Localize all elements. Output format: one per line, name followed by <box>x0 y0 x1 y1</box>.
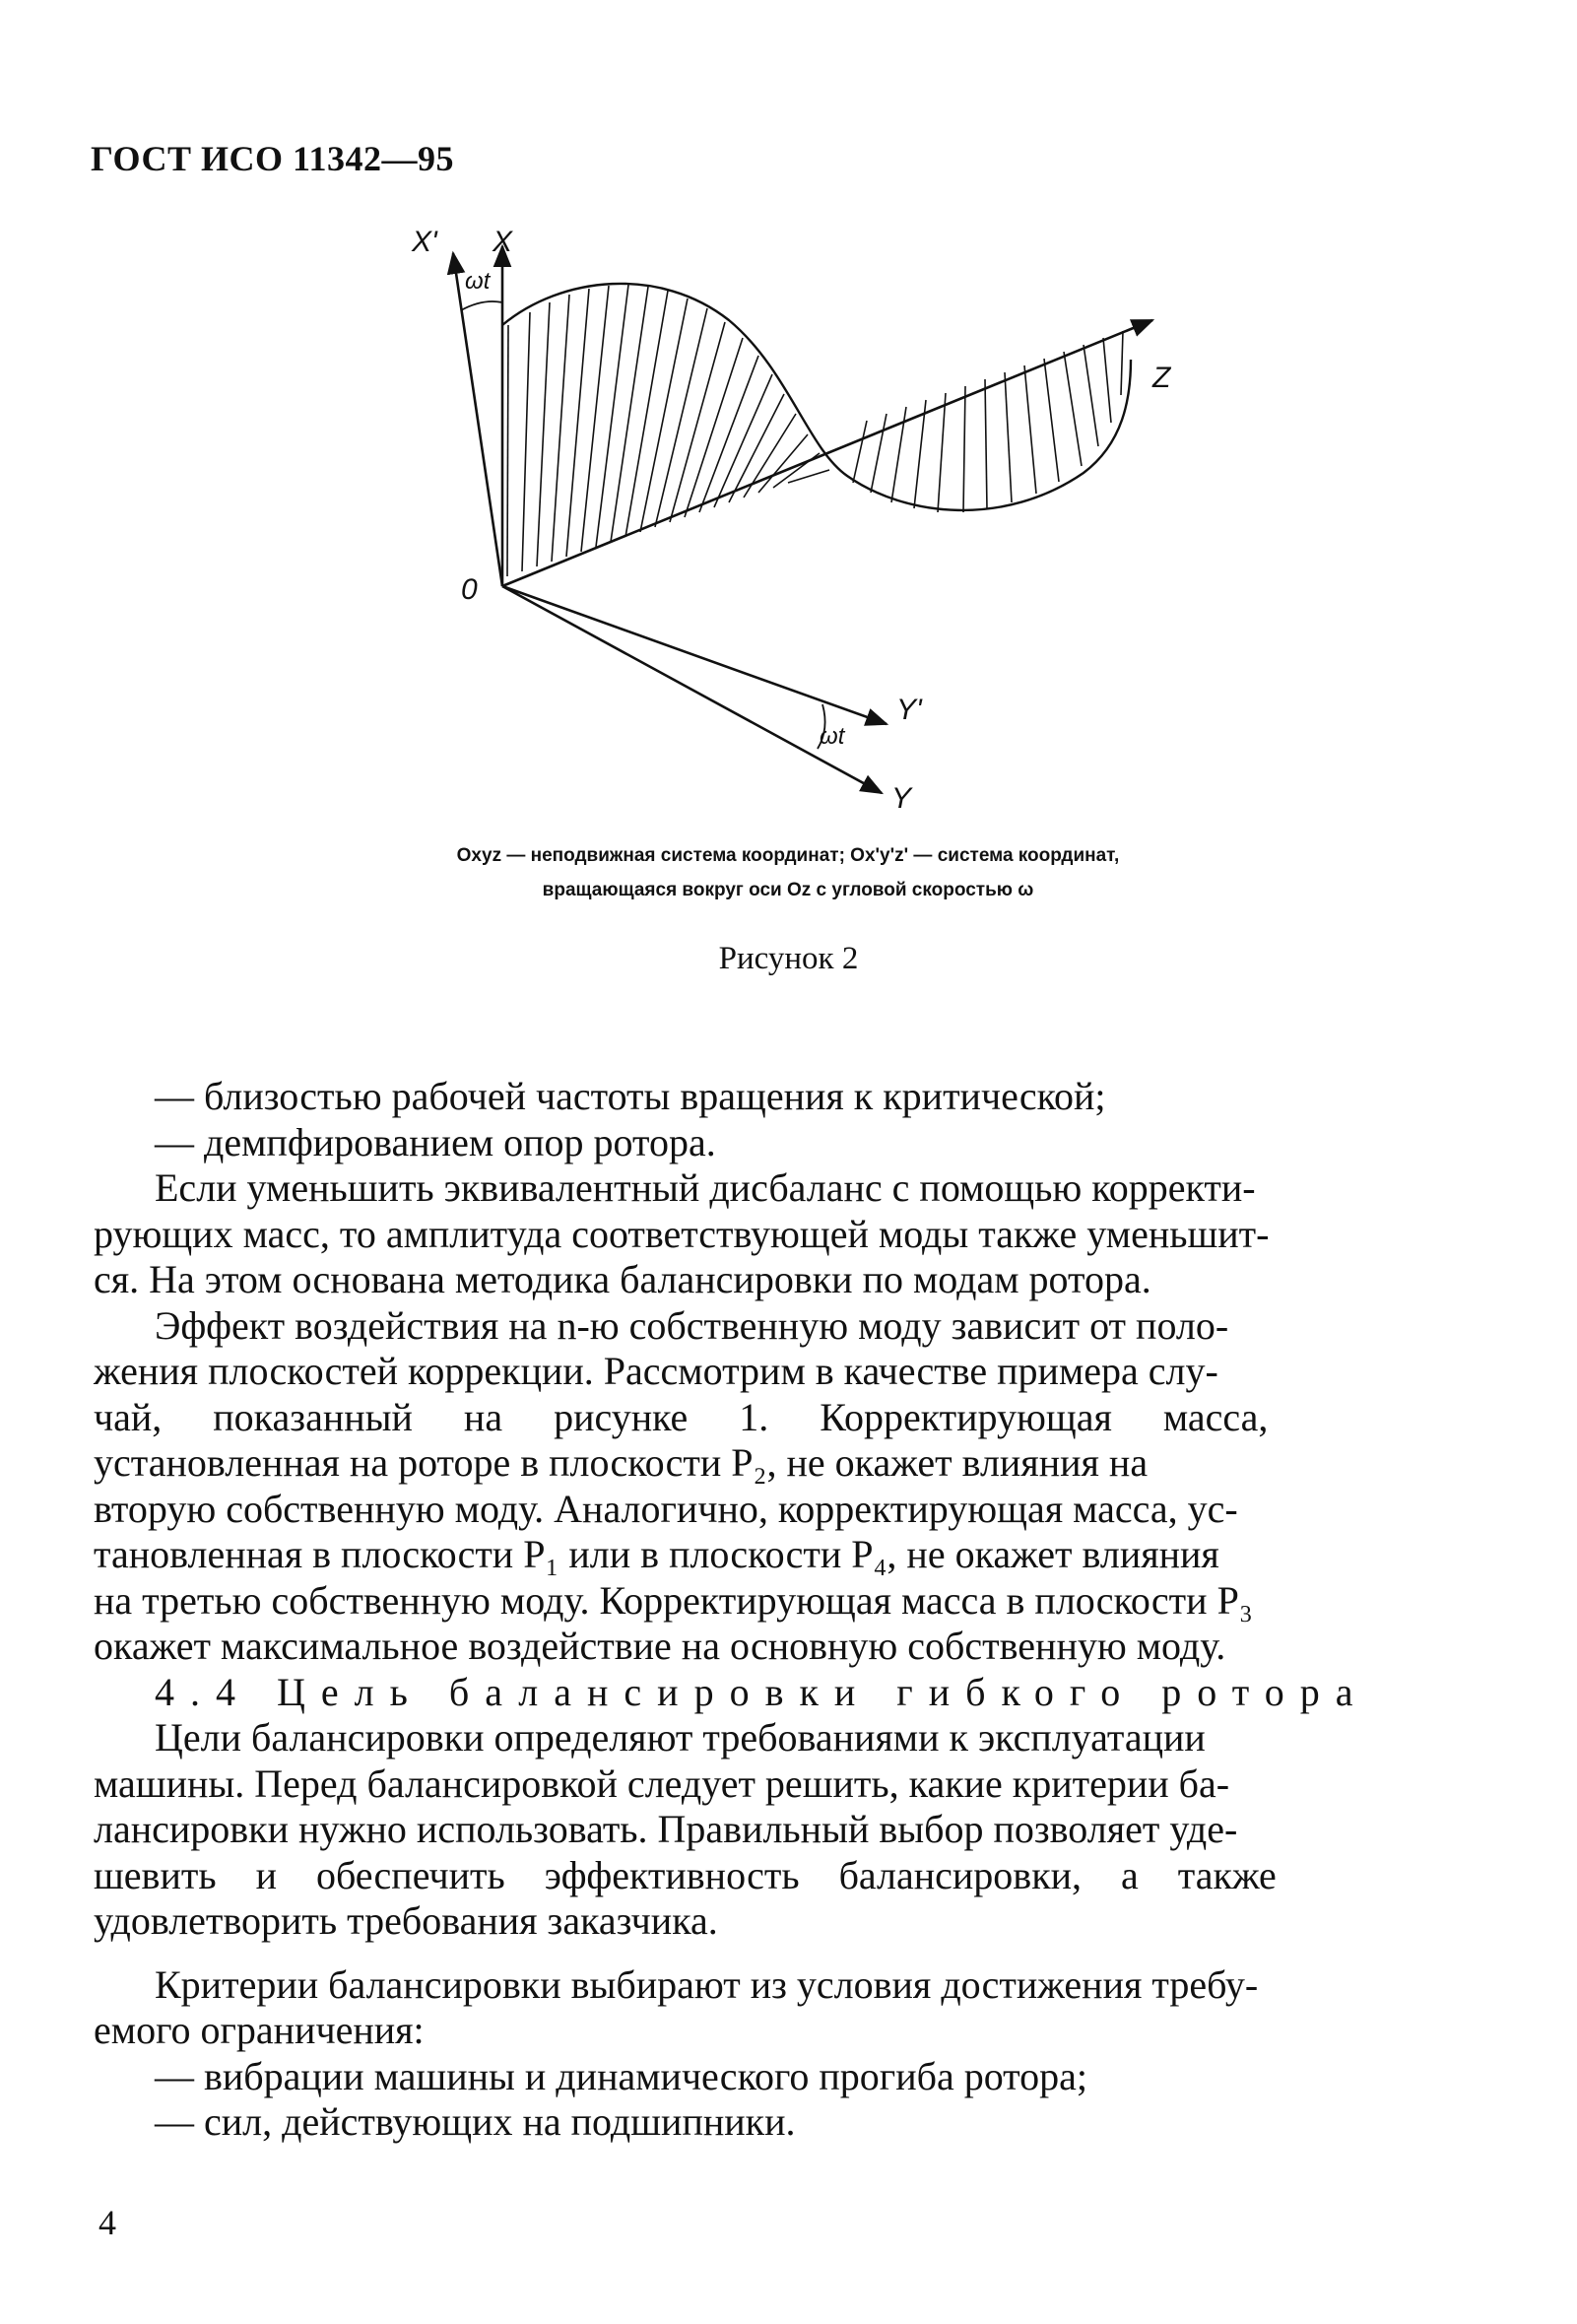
paragraph-line: рующих масс, то амплитуда соответствующей моды также уменьшит- <box>94 1211 1270 1256</box>
y-axis <box>502 586 882 793</box>
figure-coordinate-systems <box>374 212 1182 832</box>
label-z: Z <box>1152 362 1171 394</box>
label-x-prime: X' <box>412 226 437 258</box>
paragraph-line: емого ограничения: <box>94 2008 425 2052</box>
hatched-region <box>507 285 1123 576</box>
figure-caption-line-1: Oxyz — неподвижная система координат; Ox'y'z' — система координат, <box>456 845 1120 866</box>
paragraph-line: чай, показанный на рисунке 1. Корректирующая масса, <box>94 1394 1269 1439</box>
label-y-prime: Y' <box>896 694 922 726</box>
list-item: — сил, действующих на подшипники. <box>155 2099 796 2144</box>
paragraph-line: установленная на роторе в плоскости P₂, не окажет влияния на <box>94 1440 1149 1485</box>
list-item: — демпфированием опор ротора. <box>155 1119 716 1164</box>
label-omega-bottom: ωt <box>820 723 845 750</box>
paragraph-line: ся. На этом основана методика балансировки по модам ротора. <box>94 1257 1151 1301</box>
label-omega-top: ωt <box>465 268 491 295</box>
paragraph-line: лансировки нужно использовать. Правильный выбор позволяет уде- <box>94 1807 1238 1851</box>
paragraph-line: шевить и обеспечить эффективность балансировки, а также <box>94 1852 1277 1897</box>
paragraph-line: Если уменьшить эквивалентный дисбаланс с помощью корректи- <box>155 1165 1256 1210</box>
figure-caption-line-2: вращающаяся вокруг оси Oz с угловой скоростью ω <box>542 880 1034 900</box>
label-y: Y <box>891 782 912 815</box>
document-header: ГОСТ ИСО 11342—95 <box>91 139 454 178</box>
label-x: X <box>493 226 513 258</box>
paragraph-line: удовлетворить требования заказчика. <box>94 1898 718 1943</box>
list-item: — вибрации машины и динамического прогиба ротора; <box>155 2053 1087 2098</box>
paragraph-line: тановленная в плоскости P₁ или в плоскости P₄, не окажет влияния <box>94 1532 1219 1576</box>
page-number: 4 <box>99 2203 116 2242</box>
body-text <box>94 1074 1480 2146</box>
coordinate-diagram <box>374 212 1182 832</box>
label-origin: 0 <box>461 573 478 606</box>
angle-arc-top <box>461 301 502 310</box>
paragraph-line: Эффект воздействия на n-ю собственную моду зависит от поло- <box>155 1302 1229 1348</box>
paragraph-line: Цели балансировки определяют требованиями к эксплуатации <box>155 1715 1206 1760</box>
paragraph-line: окажет максимальное воздействие на основную собственную моду. <box>94 1624 1226 1668</box>
paragraph-line: на третью собственную моду. Корректирующая масса в плоскости P₃ <box>94 1577 1253 1623</box>
figure-title: Рисунок 2 <box>718 941 859 976</box>
list-item: — близостью рабочей частоты вращения к критической; <box>155 1074 1106 1118</box>
paragraph-line: жения плоскостей коррекции. Рассмотрим в качестве примера слу- <box>94 1349 1218 1393</box>
paragraph-line: Критерии балансировки выбирают из условия достижения требу- <box>155 1961 1259 2007</box>
paragraph-line: машины. Перед балансировкой следует решить, какие критерии ба- <box>94 1760 1230 1806</box>
y-prime-axis <box>502 586 887 724</box>
paragraph-line: вторую собственную моду. Аналогично, корректирующая масса, ус- <box>94 1486 1238 1531</box>
section-heading: 4.4 Цель балансировки гибкого ротора <box>155 1669 1369 1714</box>
